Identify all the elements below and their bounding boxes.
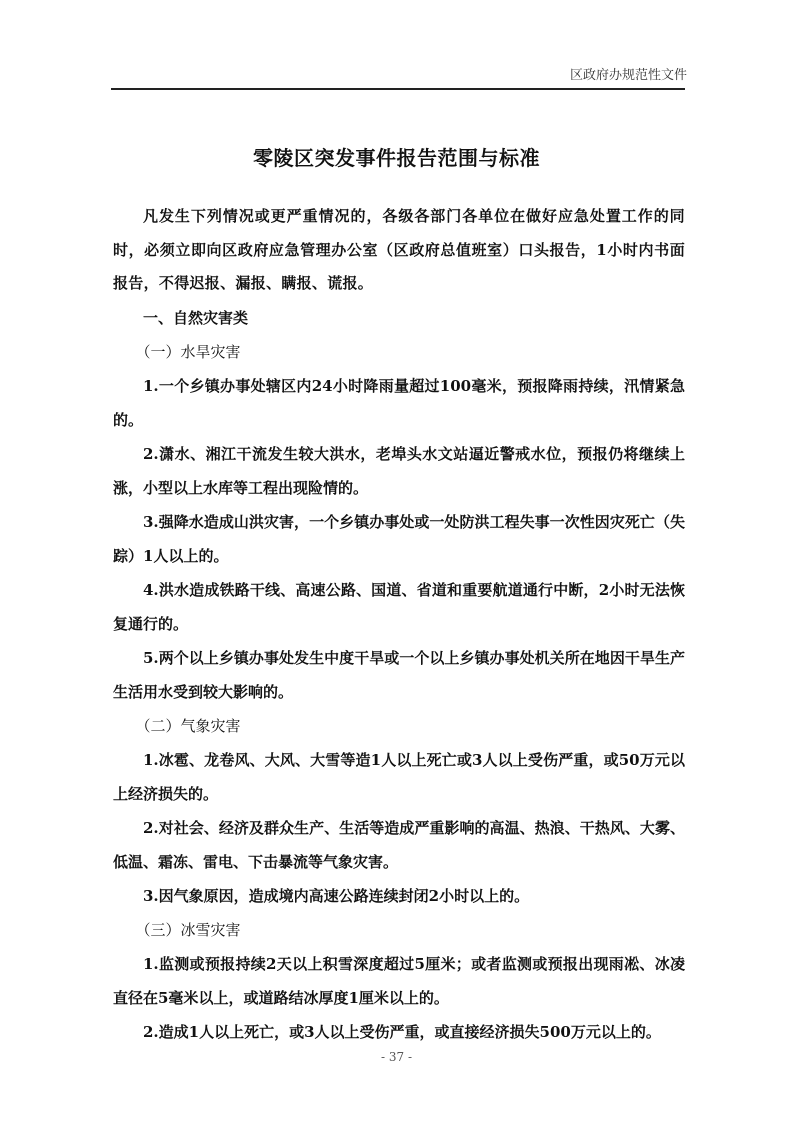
list-item: 2.对社会、经济及群众生产、生活等造成严重影响的高温、热浪、干热风、大雾、低温、霜冻、雷电、下击暴流等气象灾害。 (113, 818, 685, 871)
list-item: 1.一个乡镇办事处辖区内24小时降雨量超过100毫米，预报降雨持续，汛情紧急的。 (113, 376, 685, 429)
list-item: 2.潇水、湘江干流发生较大洪水，老埠头水文站逼近警戒水位，预报仍将继续上涨，小型以上水库等工程出现险情的。 (113, 444, 685, 497)
document-body (113, 200, 685, 1049)
header-divider (111, 88, 685, 90)
list-item: 4.洪水造成铁路干线、高速公路、国道、省道和重要航道通行中断，2小时无法恢复通行的。 (113, 580, 685, 633)
list-item: 1.监测或预报持续2天以上积雪深度超过5厘米；或者监测或预报出现雨凇、冰凌直径在5毫米以上，或道路结冰厚度1厘米以上的。 (113, 954, 685, 1007)
list-item: 3.因气象原因，造成境内高速公路连续封闭2小时以上的。 (143, 886, 530, 905)
list-item: 3.强降水造成山洪灾害，一个乡镇办事处或一处防洪工程失事一次性因灾死亡（失踪）1人以上的。 (113, 512, 685, 565)
list-item: 5.两个以上乡镇办事处发生中度干旱或一个以上乡镇办事处机关所在地因干旱生产生活用水受到较大影响的。 (113, 648, 685, 701)
list-item: 2.造成1人以上死亡，或3人以上受伤严重，或直接经济损失500万元以上的。 (143, 1022, 661, 1041)
intro-paragraph: 凡发生下列情况或更严重情况的，各级各部门各单位在做好应急处置工作的同时，必须立即向区政府应急管理办公室（区政府总值班室）口头报告，1小时内书面报告，不得迟报、漏报、瞒报、谎报。 (113, 207, 685, 292)
page-number: - 37 - (380, 1050, 412, 1064)
subsection-heading-flood-drought: （一）水旱灾害 (135, 342, 241, 361)
subsection-heading-ice-snow: （三）冰雪灾害 (135, 920, 241, 939)
document-title: 零陵区突发事件报告范围与标准 (253, 146, 540, 170)
section-heading-natural-disasters: 一、自然灾害类 (143, 308, 249, 327)
list-item: 1.冰雹、龙卷风、大风、大雪等造1人以上死亡或3人以上受伤严重，或50万元以上经济损失的。 (113, 750, 685, 803)
subsection-heading-meteorological: （二）气象灾害 (135, 716, 241, 735)
running-header: 区政府办规范性文件 (569, 68, 687, 83)
